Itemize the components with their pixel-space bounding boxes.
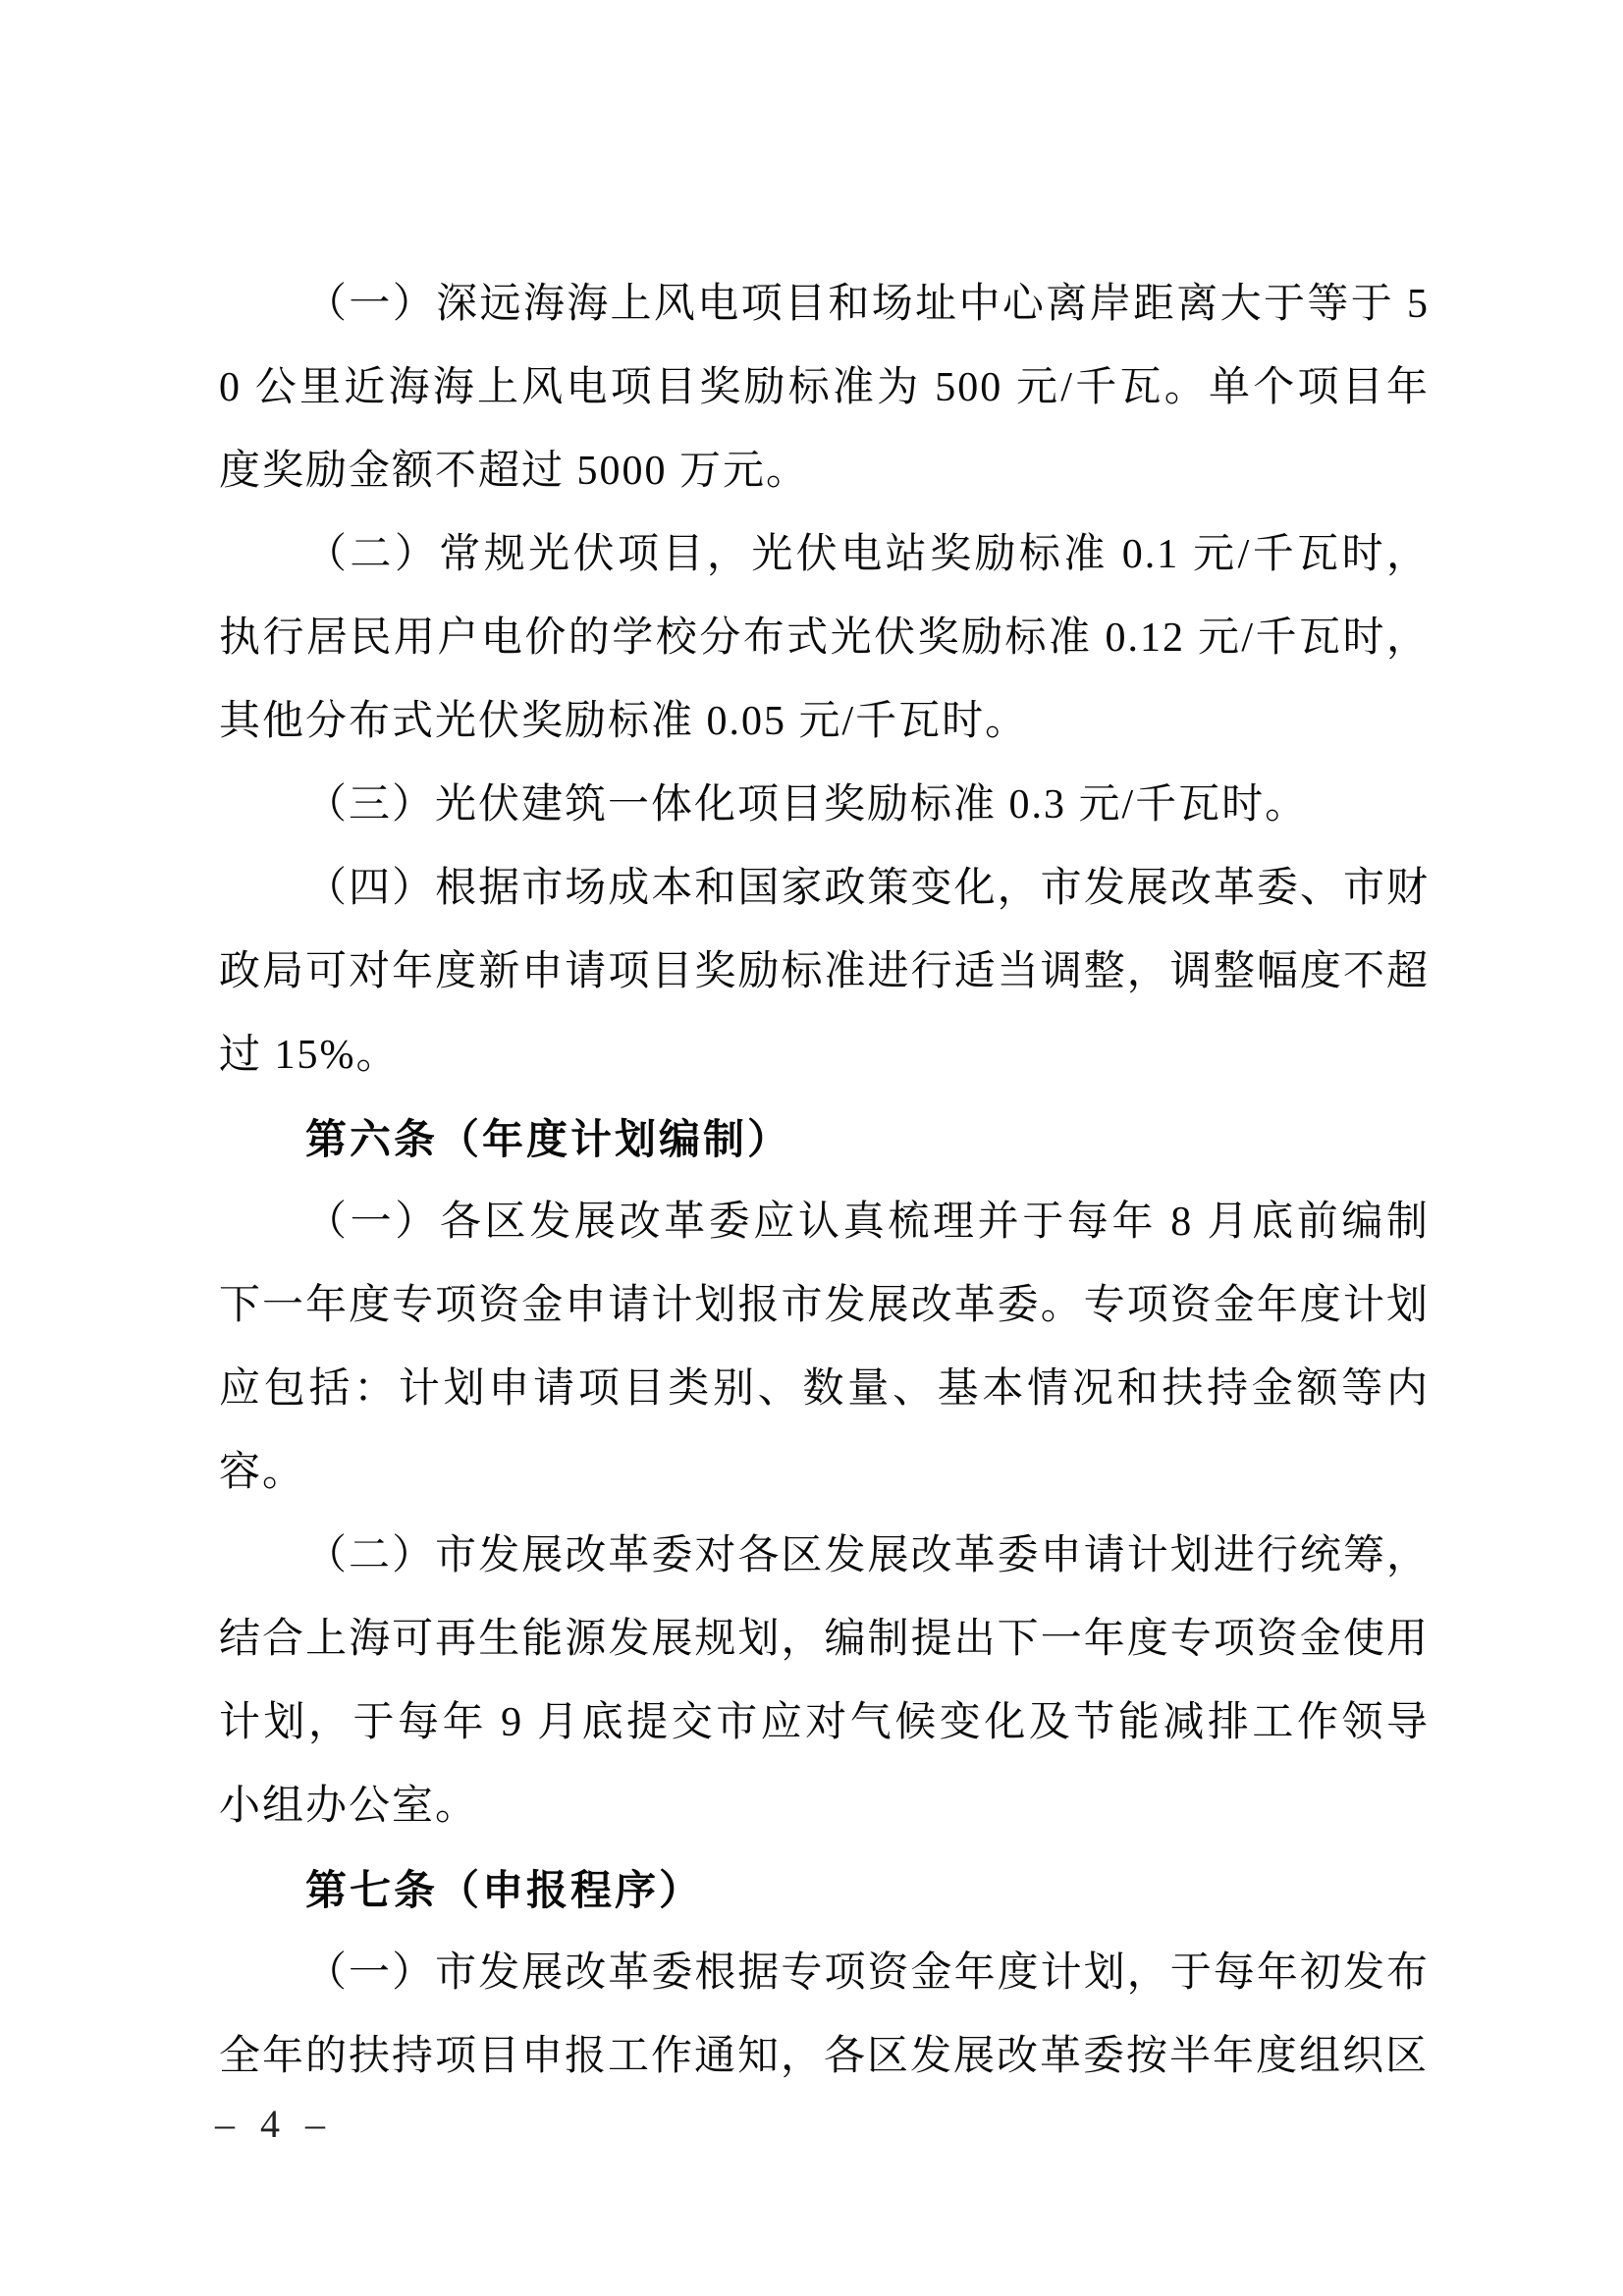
body-paragraph: （一）市发展改革委根据专项资金年度计划，于每年初发布全年的扶持项目申报工作通知，各区发展改革委按半年度组织区	[219, 1950, 1430, 2079]
body-paragraph: （二）市发展改革委对各区发展改革委申请计划进行统筹，结合上海可再生能源发展规划，编制提出下一年度专项资金使用计划，于每年 9 月底提交市应对气候变化及节能减排工作领导小组办公室。	[219, 1533, 1430, 1829]
article-heading: 第七条（申报程序）	[305, 1867, 704, 1913]
document-body	[219, 263, 1430, 2099]
body-paragraph: （三）光伏建筑一体化项目奖励标准 0.3 元/千瓦时。	[305, 782, 1309, 828]
article-heading: 第六条（年度计划编制）	[305, 1116, 792, 1162]
body-paragraph: （二）常规光伏项目，光伏电站奖励标准 0.1 元/千瓦时，执行居民用户电价的学校分布式光伏奖励标准 0.12 元/千瓦时，其他分布式光伏奖励标准 0.05 元/千瓦时。	[219, 532, 1430, 744]
body-paragraph: （一）深远海海上风电项目和场址中心离岸距离大于等于 50 公里近海海上风电项目奖励标准为 500 元/千瓦。单个项目年度奖励金额不超过 5000 万元。	[219, 282, 1430, 494]
body-paragraph: （四）根据市场成本和国家政策变化，市发展改革委、市财政局可对年度新申请项目奖励标准进行适当调整，调整幅度不超过 15%。	[219, 866, 1430, 1078]
body-paragraph: （一）各区发展改革委应认真梳理并于每年 8 月底前编制下一年度专项资金申请计划报市发展改革委。专项资金年度计划应包括：计划申请项目类别、数量、基本情况和扶持金额等内容。	[219, 1200, 1430, 1495]
page-number: – 4 –	[215, 2102, 333, 2146]
